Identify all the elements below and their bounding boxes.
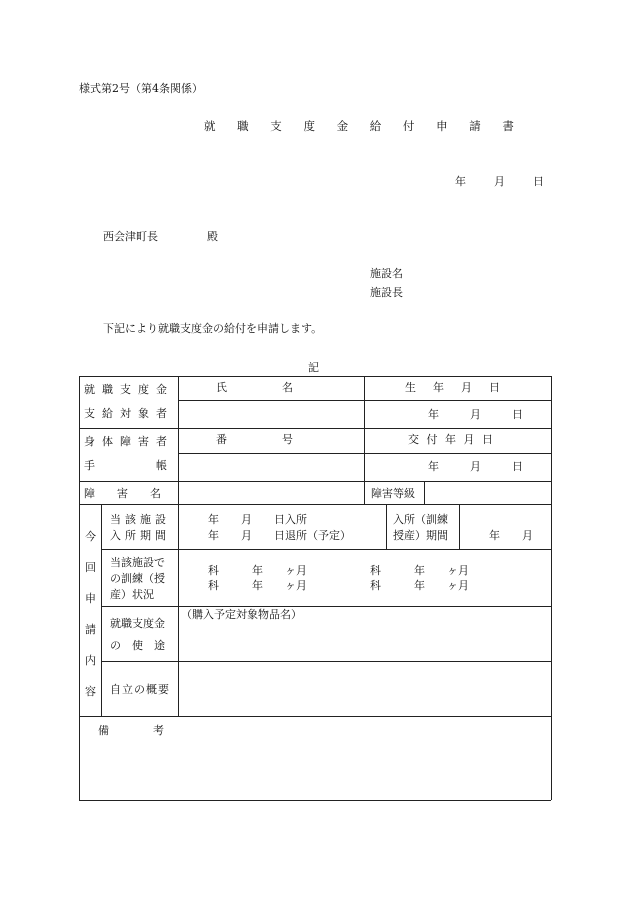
side-label-4: 請 — [85, 623, 96, 636]
intro-text: 下記により就職支度金の給付を申請します。 — [103, 322, 323, 335]
status-label-2: の訓練（授 — [110, 572, 165, 585]
ki-label: 記 — [308, 361, 319, 374]
usage-label-1: 就職支度金 — [110, 617, 165, 630]
target-label-1: 就職支度金 — [84, 383, 174, 396]
disability-name-label: 障 害 名 — [84, 487, 161, 500]
training-period-label-2: 授産）期間 — [393, 529, 448, 542]
name-label: 氏 名 — [216, 381, 293, 394]
facility-name-label: 施設名 — [370, 267, 403, 280]
side-label-2: 回 — [85, 561, 96, 574]
status-row-1a: 科 年 ヶ月 — [208, 564, 307, 577]
side-label-3: 申 — [85, 592, 96, 605]
side-label-6: 容 — [85, 685, 96, 698]
side-label-5: 内 — [85, 654, 96, 667]
birth-label: 生 年 月 日 — [405, 381, 503, 394]
period-label-1: 当該施設 — [110, 513, 170, 526]
form-number: 様式第2号（第4条関係） — [79, 82, 203, 95]
status-label-3: 産）状況 — [110, 588, 154, 601]
number-label: 番 号 — [216, 433, 293, 446]
admission-line: 年 月 日入所 — [208, 513, 307, 526]
status-row-1b: 科 年 ヶ月 — [370, 564, 469, 577]
usage-label-2: の 使 途 — [110, 639, 165, 652]
application-date: 年 月 日 — [455, 175, 546, 188]
training-period-value: 年 月 — [489, 529, 533, 542]
issue-date-value: 年 月 日 — [428, 460, 526, 473]
issue-date-label: 交 付 年 月 日 — [408, 433, 495, 446]
honorific: 殿 — [207, 230, 218, 243]
usage-note: （購入予定対象物品名） — [181, 608, 302, 621]
techo-label-1: 身体障害者 — [84, 435, 174, 448]
document-title: 就 職 支 度 金 給 付 申 請 書 — [204, 119, 523, 133]
training-period-label-1: 入所（訓練 — [393, 513, 448, 526]
period-label-2: 入所期間 — [110, 529, 170, 542]
leave-line: 年 月 日退所（予定） — [208, 529, 351, 542]
independence-label: 自立の概要 — [110, 683, 170, 696]
side-label-1: 今 — [85, 530, 96, 543]
birth-value: 年 月 日 — [428, 408, 526, 421]
status-row-2a: 科 年 ヶ月 — [208, 579, 307, 592]
target-label-2: 支給対象者 — [84, 407, 174, 420]
status-row-2b: 科 年 ヶ月 — [370, 579, 469, 592]
techo-label-2: 手 帳 — [84, 459, 174, 472]
addressee: 西会津町長 — [103, 230, 158, 243]
disability-grade-label: 障害等級 — [371, 487, 415, 500]
facility-head-label: 施設長 — [370, 286, 403, 299]
remarks-label: 備 考 — [98, 724, 164, 737]
status-label-1: 当該施設で — [110, 556, 165, 569]
